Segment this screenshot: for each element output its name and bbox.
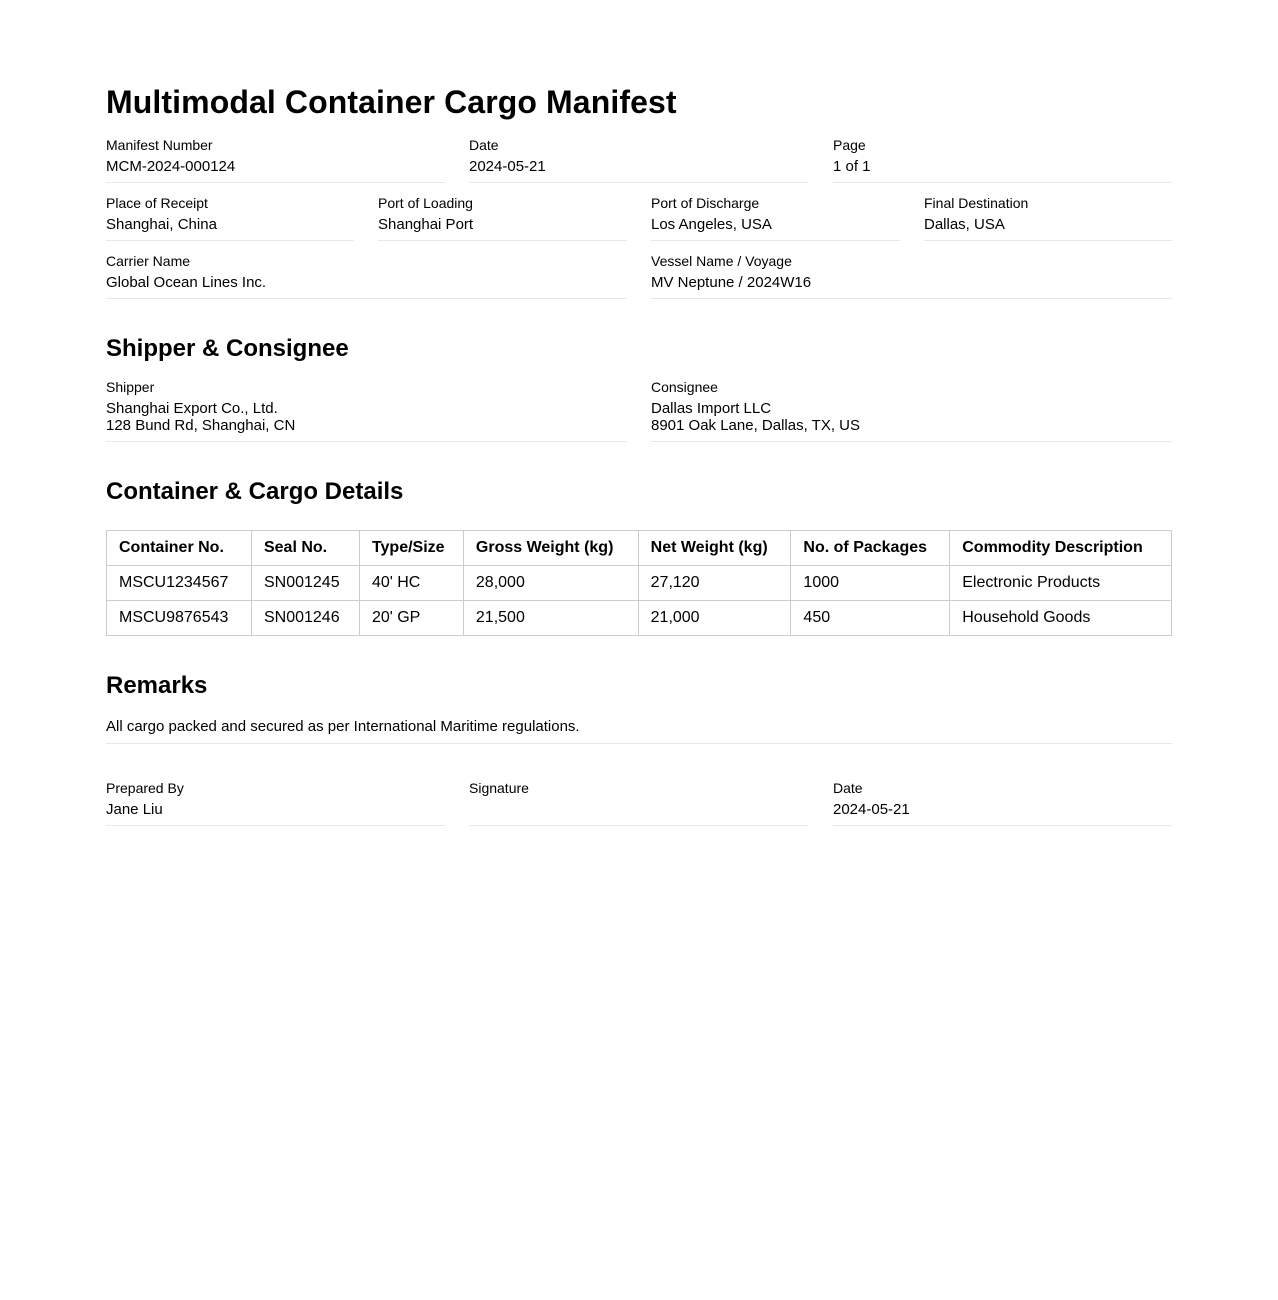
column-header: Type/Size bbox=[359, 531, 463, 566]
remarks-text: All cargo packed and secured as per International Maritime regulations. bbox=[106, 718, 580, 735]
table-row bbox=[107, 566, 1172, 601]
table-header-row bbox=[107, 531, 1172, 566]
field-label: Carrier Name bbox=[106, 253, 191, 269]
signature-fields bbox=[106, 780, 1172, 826]
shipper-field bbox=[106, 379, 627, 442]
signature-field bbox=[469, 780, 808, 826]
field-value: 1 of 1 bbox=[833, 158, 871, 175]
container-no-cell: MSCU1234567 bbox=[107, 566, 252, 601]
place-of-receipt-field bbox=[106, 195, 354, 241]
column-header: Container No. bbox=[107, 531, 252, 566]
field-label: Port of Discharge bbox=[651, 195, 760, 211]
field-label: Manifest Number bbox=[106, 137, 213, 153]
route-fields bbox=[106, 195, 1172, 241]
field-label: Vessel Name / Voyage bbox=[651, 253, 792, 269]
packages-cell: 1000 bbox=[791, 566, 950, 601]
field-value: Shanghai Port bbox=[378, 216, 474, 233]
column-header: Gross Weight (kg) bbox=[463, 531, 638, 566]
field-label: Prepared By bbox=[106, 780, 184, 796]
consignee-address: 8901 Oak Lane, Dallas, TX, US bbox=[651, 417, 861, 434]
field-value: 2024-05-21 bbox=[833, 801, 910, 818]
remarks-field bbox=[106, 718, 1172, 744]
cargo-table bbox=[106, 530, 1172, 636]
carrier-name-field bbox=[106, 253, 627, 299]
column-header: Seal No. bbox=[251, 531, 359, 566]
commodity-cell: Household Goods bbox=[950, 601, 1172, 636]
table-row bbox=[107, 601, 1172, 636]
vessel-voyage-field bbox=[651, 253, 1172, 299]
seal-no-cell: SN001245 bbox=[251, 566, 359, 601]
consignee-name: Dallas Import LLC bbox=[651, 400, 772, 417]
type-size-cell: 40' HC bbox=[359, 566, 463, 601]
field-value: Jane Liu bbox=[106, 801, 163, 818]
footer-date-field bbox=[833, 780, 1172, 826]
field-value: MV Neptune / 2024W16 bbox=[651, 274, 812, 291]
field-value: MCM-2024-000124 bbox=[106, 158, 236, 175]
prepared-by-field bbox=[106, 780, 445, 826]
remarks-section bbox=[106, 718, 1172, 744]
field-value: Dallas, USA bbox=[924, 216, 1005, 233]
packages-cell: 450 bbox=[791, 601, 950, 636]
cargo-heading: Container & Cargo Details bbox=[106, 478, 404, 505]
remarks-heading: Remarks bbox=[106, 672, 208, 699]
field-value: Shanghai, China bbox=[106, 216, 217, 233]
net-weight-cell: 27,120 bbox=[638, 566, 791, 601]
field-label: Signature bbox=[469, 780, 529, 796]
gross-weight-cell: 21,500 bbox=[463, 601, 638, 636]
column-header: Commodity Description bbox=[950, 531, 1172, 566]
shipper-name: Shanghai Export Co., Ltd. bbox=[106, 400, 278, 417]
header-fields bbox=[106, 137, 1172, 183]
gross-weight-cell: 28,000 bbox=[463, 566, 638, 601]
net-weight-cell: 21,000 bbox=[638, 601, 791, 636]
field-label: Page bbox=[833, 137, 866, 153]
field-value: Global Ocean Lines Inc. bbox=[106, 274, 267, 291]
field-label: Final Destination bbox=[924, 195, 1029, 211]
document-title: Multimodal Container Cargo Manifest bbox=[106, 84, 677, 120]
field-label: Consignee bbox=[651, 379, 718, 395]
field-value: Los Angeles, USA bbox=[651, 216, 772, 233]
page-field bbox=[833, 137, 1172, 183]
parties-fields bbox=[106, 379, 1172, 442]
column-header: Net Weight (kg) bbox=[638, 531, 791, 566]
seal-no-cell: SN001246 bbox=[251, 601, 359, 636]
field-label: Date bbox=[833, 780, 863, 796]
port-of-loading-field bbox=[378, 195, 627, 241]
parties-heading: Shipper & Consignee bbox=[106, 335, 349, 362]
port-of-discharge-field bbox=[651, 195, 900, 241]
field-label: Date bbox=[469, 137, 499, 153]
container-no-cell: MSCU9876543 bbox=[107, 601, 252, 636]
date-field bbox=[469, 137, 808, 183]
type-size-cell: 20' GP bbox=[359, 601, 463, 636]
column-header: No. of Packages bbox=[791, 531, 950, 566]
shipper-address: 128 Bund Rd, Shanghai, CN bbox=[106, 417, 296, 434]
field-label: Port of Loading bbox=[378, 195, 473, 211]
field-value: 2024-05-21 bbox=[469, 158, 546, 175]
commodity-cell: Electronic Products bbox=[950, 566, 1172, 601]
consignee-field bbox=[651, 379, 1172, 442]
carrier-fields bbox=[106, 253, 1172, 299]
field-label: Place of Receipt bbox=[106, 195, 208, 211]
manifest-number-field bbox=[106, 137, 445, 183]
field-label: Shipper bbox=[106, 379, 155, 395]
final-destination-field bbox=[924, 195, 1172, 241]
